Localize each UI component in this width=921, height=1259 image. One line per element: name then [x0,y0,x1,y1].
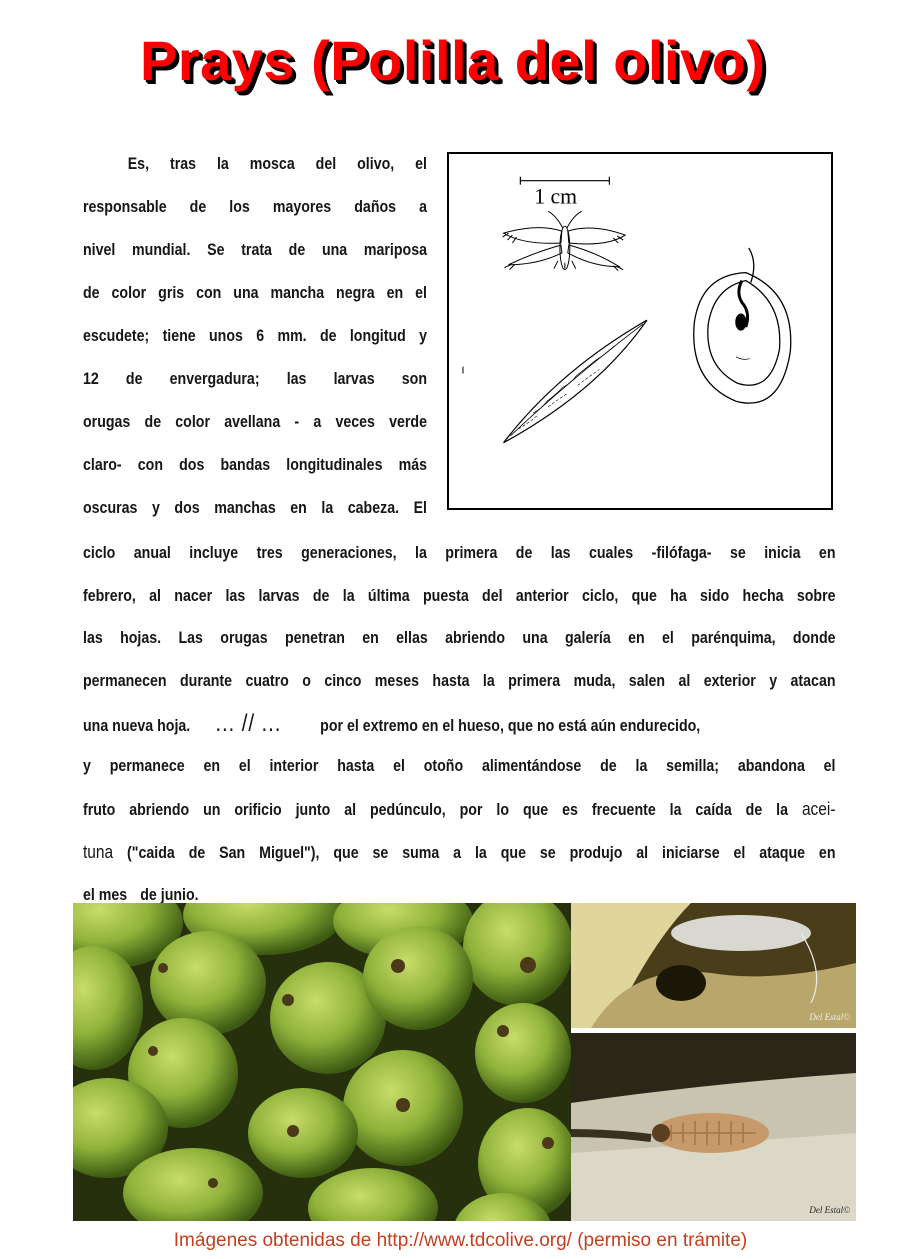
body-fragment: el otoño alimentándose de la semilla; abandona el [393,757,836,776]
intro-line: claro- con dos bandas longitudinales más [83,456,427,474]
intro-line: 12 de envergadura; las larvas son [83,370,427,388]
scale-label: 1 cm [534,184,578,209]
photo-credit: Del Estal© [809,1205,850,1215]
intro-line: escudete; tiene unos 6 mm. de longitud y [83,327,427,345]
body-line [83,794,836,837]
body-fragment: de junio. [140,885,199,904]
intro-line: de color gris con una mancha negra en el [83,284,427,302]
moth-icon [503,211,626,270]
intro-line: nivel mundial. Se trata de una mariposa [83,241,427,259]
moth-illustration [447,152,833,510]
body-fragment: acei- [801,799,836,820]
omission-marker: ... // ... [215,709,282,737]
body-fragment: fruto abriendo un orificio junto al pedúnculo, por lo que es frecuente la caída de la [83,801,788,820]
body-line: febrero, al nacer las larvas de la última puesta del anterior ciclo, que ha sido hecha sobre [83,586,836,605]
body-fragment: ("caida de San Miguel"), que se suma a la que se produjo al iniciarse el ataque en [127,843,836,862]
intro-paragraph [83,150,427,537]
body-line: ciclo anual incluye tres generaciones, la primera de las cuales -filófaga- se inicia en [83,544,836,562]
olive-section-icon [694,248,791,403]
body-fragment: por el extremo en el hueso, que no está aún endurecido, [320,716,701,735]
intro-line: Es, tras la mosca del olivo, el [127,155,427,173]
moth-line-drawing [449,154,831,508]
body-paragraph [83,538,836,922]
intro-line: oscuras y dos manchas en la cabeza. El [83,499,427,517]
larva-photo [571,1033,856,1221]
body-line [83,751,836,794]
page-title: Prays (Polilla del olivo) [140,29,766,92]
body-line: las hojas. Las orugas penetran en ellas abriendo una galería en el parénquima, donde [83,629,836,648]
body-line [83,837,836,880]
body-fragment: una nueva hoja. [83,716,191,735]
adult-moth-photo [571,903,856,1028]
body-fragment: tuna [83,841,114,862]
photo-credit: Del Estal© [809,1012,850,1022]
body-fragment: y permanece en el interior hasta [83,757,375,776]
image-caption: Imágenes obtenidas de http://www.tdcolive.org/ (permiso en trámite) [173,1230,748,1251]
body-line [83,709,836,752]
leaf-icon [504,320,647,443]
body-line: permanecen durante cuatro o cinco meses hasta la primera muda, salen al exterior y atacan [83,672,836,691]
body-fragment: el mes [83,885,128,904]
olive-fruits-photo [73,903,571,1221]
intro-line: responsable de los mayores daños a [83,198,427,216]
intro-line: orugas de color avellana - a veces verde [83,413,427,431]
